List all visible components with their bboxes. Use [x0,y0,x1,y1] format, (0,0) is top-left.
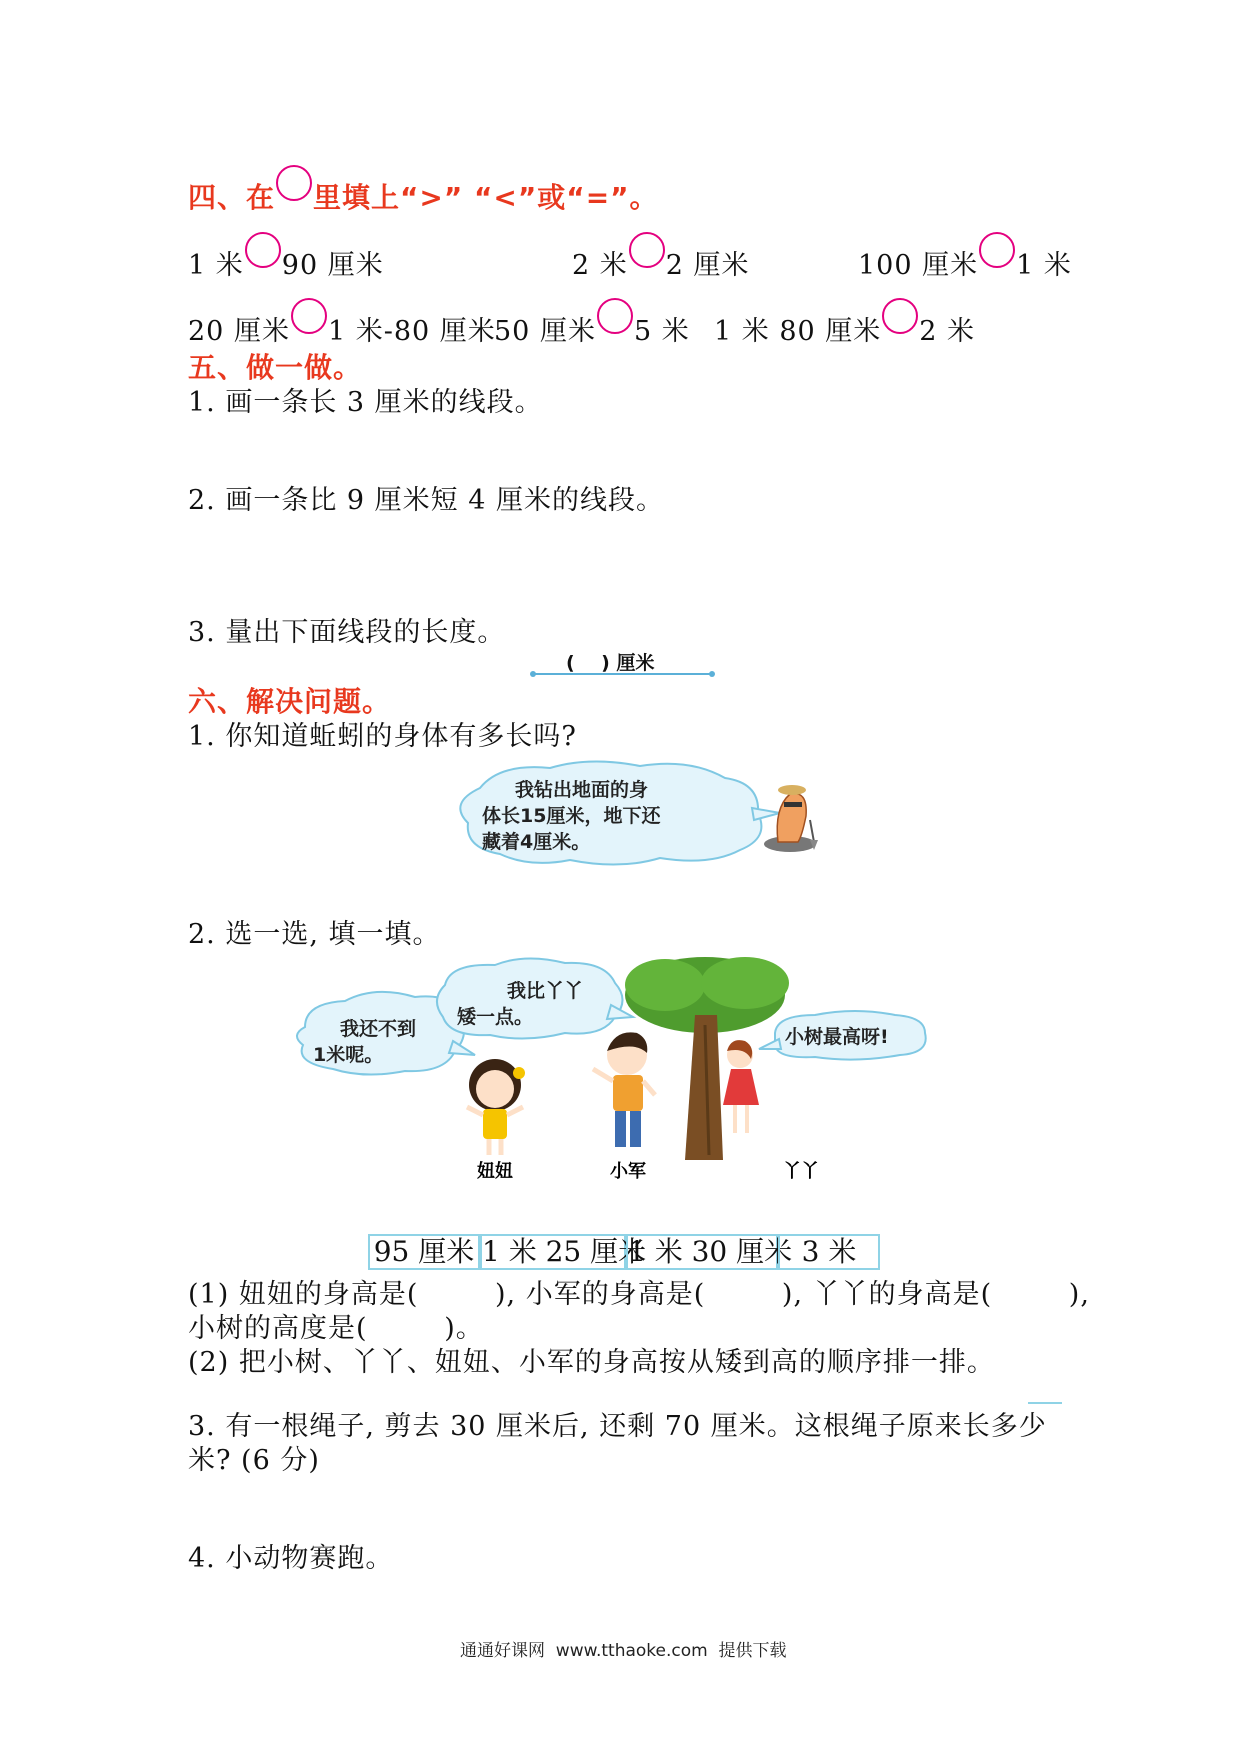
question-6-2-1-line1: (1) 妞妞的身高是( ), 小军的身高是( ), 丫丫的身高是( ), [188,1279,1090,1310]
question-6-4: 4. 小动物赛跑。 [188,1543,394,1574]
answer-circle[interactable] [597,298,633,334]
section4-title-part1: 四、在 [188,181,276,214]
question-5-3: 3. 量出下面线段的长度。 [188,617,506,648]
page-footer: 通通好课网 www.tthaoke.com 提供下载 [460,1641,787,1661]
question-6-3-line1: 3. 有一根绳子, 剪去 30 厘米后, 还剩 70 厘米。这根绳子原来长多少 [188,1411,1047,1442]
question-6-2-1-line2: 小树的高度是( )。 [188,1313,484,1344]
worm-bubble-line2: 体长15厘米，地下还 [482,805,661,827]
compare-item-3 [858,232,1072,282]
niuniu-figure-icon [467,1059,525,1155]
compare-right: 2 厘米 [665,250,750,281]
question-6-1: 1. 你知道蚯蚓的身体有多长吗? [188,721,577,752]
name-xiaojun: 小军 [610,1161,646,1182]
tree-icon [625,957,789,1160]
compare-left: 20 厘米 [188,316,290,347]
measure-segment [528,668,718,680]
section6-title: 六、解决问题。 [188,685,392,718]
answer-circle[interactable] [291,298,327,334]
worm-icon [764,785,818,852]
name-yaya: 丫丫 [783,1161,819,1182]
compare-item-4 [188,298,496,348]
yaya-figure-icon [723,1040,759,1133]
compare-right: 1 米 [1016,250,1072,281]
compare-right: 1 米-80 厘米 [327,316,496,347]
answer-circle[interactable] [629,232,665,268]
compare-item-5 [494,298,690,348]
worm-illustration [440,758,820,868]
compare-item-1 [188,232,384,282]
answer-circle[interactable] [979,232,1015,268]
option-box: 1 米 30 厘米 [628,1235,793,1268]
option-box: 1 米 25 厘米 [482,1235,647,1268]
option-box: 95 厘米 [368,1234,480,1270]
question-6-2: 2. 选一选, 填一填。 [188,919,441,950]
question-6-3-line2: 米? (6 分) [188,1445,320,1476]
compare-left: 100 厘米 [858,250,979,281]
answer-mark [1028,1402,1062,1404]
compare-left: 1 米 80 厘米 [714,316,882,347]
question-5-2: 2. 画一条比 9 厘米短 4 厘米的线段。 [188,485,665,516]
worm-bubble-line1: 我钻出地面的身 [515,779,649,801]
yaya-bubble-text: 小树最高呀! [785,1026,889,1048]
question-6-2-2: (2) 把小树、丫丫、妞妞、小军的身高按从矮到高的顺序排一排。 [188,1347,995,1378]
option-box: 3 米 [778,1234,880,1270]
section5-title: 五、做一做。 [188,351,363,384]
xiaojun-bubble-line1: 我比丫丫 [507,980,584,1002]
compare-left: 1 米 [188,250,244,281]
compare-right: 5 米 [633,316,690,347]
compare-item-2 [572,232,750,282]
worm-bubble-line3: 藏着4厘米。 [482,831,591,853]
xiaojun-figure-icon [593,1032,655,1147]
name-niuniu: 妞妞 [477,1161,513,1182]
compare-circle-icon [276,165,312,201]
compare-right: 90 厘米 [281,250,384,281]
compare-left: 50 厘米 [494,316,596,347]
answer-circle[interactable] [245,232,281,268]
compare-left: 2 米 [572,250,628,281]
section4-title-part2: 里填上“>” “<”或“=”。 [313,181,659,214]
measure-label: ( ) 厘米 [566,652,655,674]
compare-item-6 [714,298,975,348]
xiaojun-bubble-line2: 矮一点。 [457,1006,534,1028]
section4-title [188,165,659,216]
compare-right: 2 米 [919,316,976,347]
answer-circle[interactable] [882,298,918,334]
niuniu-bubble-line2: 1米呢。 [313,1044,384,1066]
niuniu-bubble-line1: 我还不到 [340,1018,417,1040]
question-5-1: 1. 画一条长 3 厘米的线段。 [188,387,543,418]
height-illustration [285,955,965,1185]
